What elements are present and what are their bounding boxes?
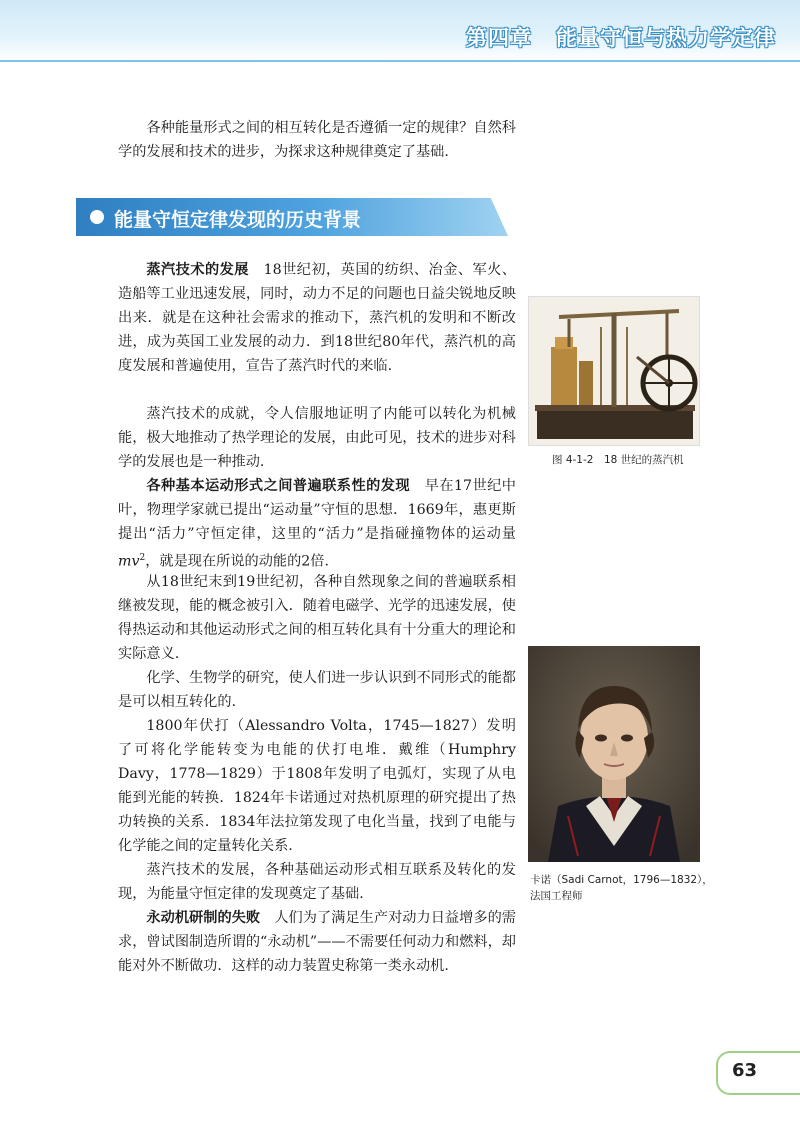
steam-engine-image <box>528 296 700 446</box>
carnot-portrait-drawing <box>528 646 700 862</box>
section-title: 能量守恒定律发现的历史背景 <box>114 209 362 231</box>
text-steam-development: 18世纪初，英国的纺织、冶金、军火、造船等工业迅速发展，同时，动力不足的问题也日益尖锐地反映出来．就是在这种社会需求的推动下，蒸汽机的发明和不断改进，成为英国工业发展的动力．到18世纪80年代，蒸汽机的高度发展和普遍使用，宣告了蒸汽时代的来临. <box>118 262 516 374</box>
intro-paragraph: 各种能量形式之间的相互转化是否遵循一定的规律？自然科学的发展和技术的进步，为探求这种规律奠定了基础. <box>118 120 516 160</box>
page-number: 63 <box>732 1060 758 1081</box>
paragraph-volta-davy: 1800年伏打（Alessandro Volta，1745—1827）发明了可将化学能转变为电能的伏打电堆．戴维（Humphry Davy，1778—1829）于1808年发明了电弧灯，实现了从电能到光能的转换．1824年卡诺通过对热机原理的研究提出了热功转换的关系．1834年法拉第发现了电化当量，找到了电能与化学能之间的定量转化关系. <box>118 718 516 854</box>
paragraph-steam-development <box>118 258 516 378</box>
text-universal-connection-a: 早在17世纪中叶，物理学家就已提出“运动量”守恒的思想．1669年，惠更斯提出“活力”守恒定律，这里的“活力”是指碰撞物体的运动量 <box>118 478 516 542</box>
paragraph-chemistry-biology: 化学、生物学的研究，使人们进一步认识到不同形式的能都是可以相互转化的. <box>118 670 516 710</box>
lead-perpetual-motion: 永动机研制的失败 <box>146 910 261 926</box>
text-universal-connection-b: ，就是现在所说的动能的2倍. <box>145 553 329 570</box>
chapter-heading <box>466 22 776 52</box>
header-rule <box>0 60 800 62</box>
paragraph-perpetual-motion <box>118 906 516 978</box>
lead-universal-connection: 各种基本运动形式之间普遍联系性的发现 <box>146 478 411 494</box>
steam-engine-drawing <box>529 297 699 445</box>
paragraph-steam-achievement: 蒸汽技术的成就，令人信服地证明了内能可以转化为机械能，极大地推动了热学理论的发展，由此可见，技术的进步对科学的发展也是一种推动. <box>118 406 516 470</box>
bullet-dot-icon <box>90 210 104 224</box>
text-perpetual-motion: 人们为了满足生产对动力日益增多的需求，曾试图制造所谓的“永动机”——不需要任何动力和燃料，却能对外不断做功．这样的动力装置史称第一类永动机. <box>118 910 516 974</box>
formula-superscript: 2 <box>139 553 146 563</box>
chapter-number: 第四章 <box>466 26 532 50</box>
formula-mv: mv <box>118 553 140 570</box>
paragraph-universal-connection <box>118 474 516 574</box>
page-number-tab <box>716 1051 800 1095</box>
paragraph-foundation: 蒸汽技术的发展，各种基础运动形式相互联系及转化的发现，为能量守恒定律的发现奠定了基础. <box>118 862 516 902</box>
carnot-portrait-image <box>528 646 700 862</box>
steam-engine-caption: 图 4-1-2 18 世纪的蒸汽机 <box>552 454 684 466</box>
carnot-caption: 卡诺（Sadi Carnot，1796—1832），法国工程师 <box>530 874 713 902</box>
lead-steam-development: 蒸汽技术的发展 <box>146 262 249 278</box>
paragraph-energy-concept: 从18世纪末到19世纪初，各种自然现象之间的普遍联系相继被发现，能的概念被引入．随着电磁学、光学的迅速发展，使得热运动和其他运动形式之间的相互转化具有十分重大的理论和实际意义. <box>118 574 516 662</box>
chapter-title: 能量守恒与热力学定律 <box>556 26 776 50</box>
